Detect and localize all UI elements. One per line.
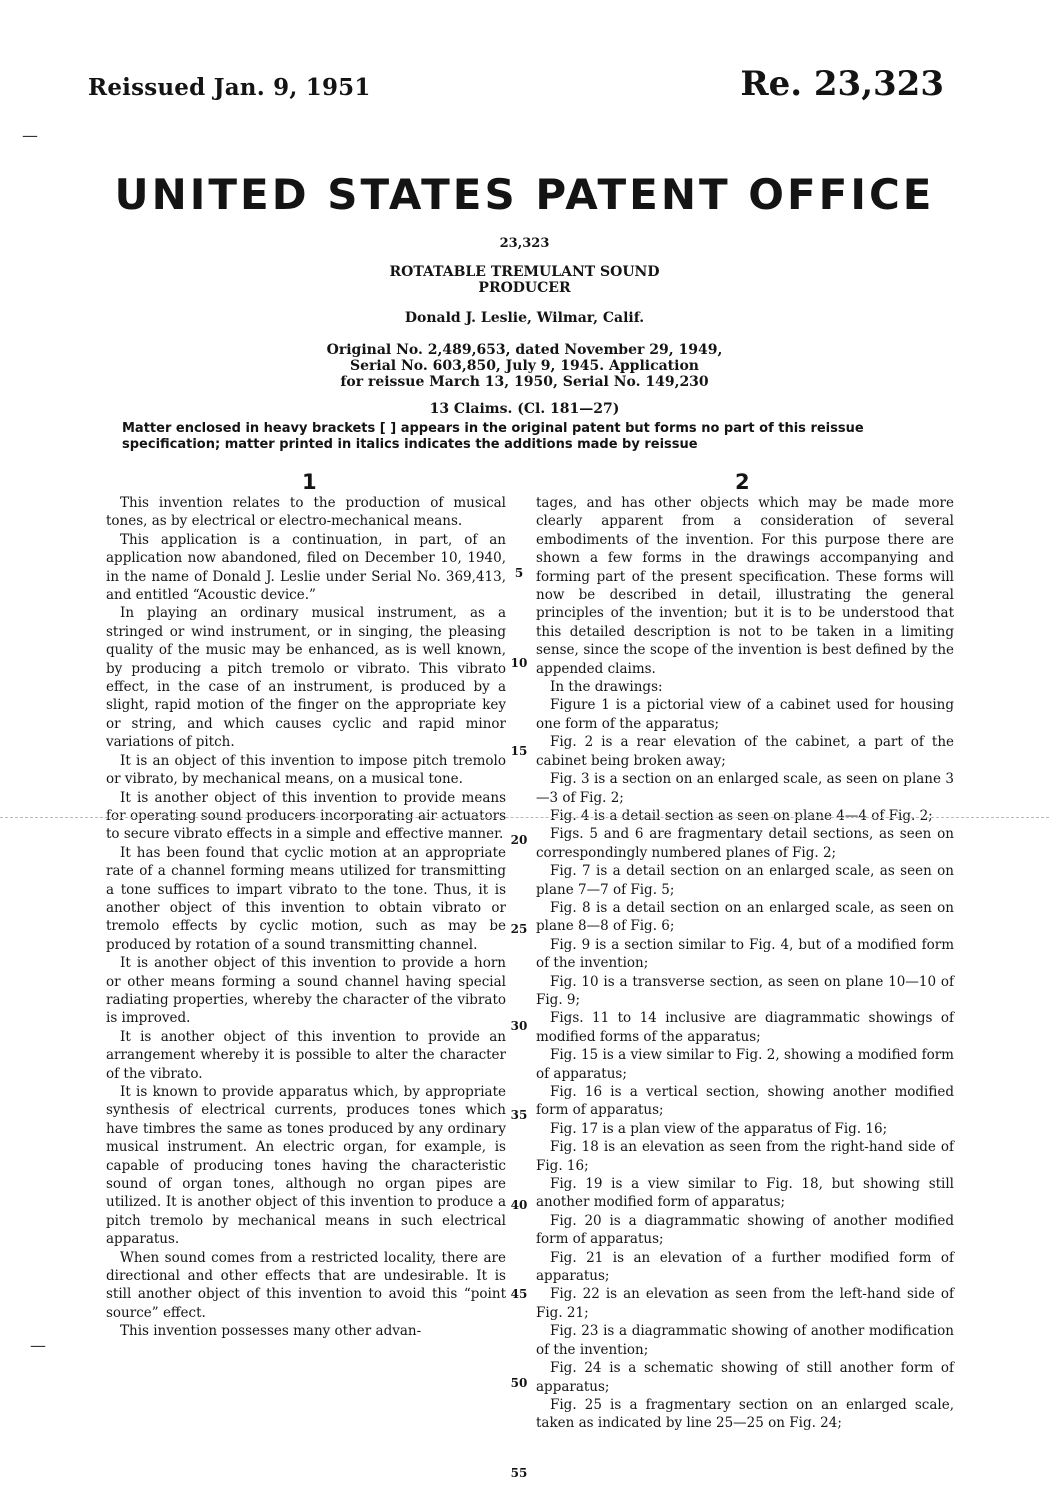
line-number: 45 <box>510 1287 528 1301</box>
figure-description: Fig. 7 is a detail section on an enlarged scale, as seen on plane 7—7 of Fig. 5; <box>536 863 954 898</box>
line-number: 40 <box>510 1198 528 1212</box>
patent-title <box>0 264 1049 296</box>
line-number: 35 <box>510 1108 528 1122</box>
left-column <box>106 494 506 1341</box>
paragraph: It is another object of this invention to provide means for operating sound producers incorporating air actuators to secure vibrato effects in a simple and effective manner. <box>106 789 506 843</box>
figure-description: Figs. 11 to 14 inclusive are diagrammatic showings of modified forms of the apparatus; <box>536 1010 954 1045</box>
column-number-1: 1 <box>302 470 317 494</box>
figure-description: Fig. 19 is a view similar to Fig. 18, but showing still another modified form of apparatus; <box>536 1176 954 1211</box>
right-column <box>536 494 954 1433</box>
figure-description: Fig. 9 is a section similar to Fig. 4, but of a modified form of the invention; <box>536 936 954 972</box>
paragraph: It is another object of this invention to provide a horn or other means forming a sound channel having special radiating properties, whereby the character of the vibrato is improved. <box>106 955 506 1027</box>
paragraph: tages, and has other objects which may be made more clearly apparent from a consideration of several embodiments of the invention. For this purpose there are shown a few forms in the drawings accompanying and forming part of the present specification. These forms will now be described in detail, illustrating the general principles of the invention; but it is to be understood that this detailed description is not to be taken in a limiting sense, since the scope of the invention is best defined by the appended claims. <box>536 495 954 677</box>
figure-description: Fig. 10 is a transverse section, as seen on plane 10—10 of Fig. 9; <box>536 973 954 1008</box>
paragraph: It is known to provide apparatus which, by appropriate synthesis of electrical currents, produces tones which have timbres the same as tones produced by any ordinary musical instrument. An electric organ, for example, is capable of producing tones having the characteristic sound of organ tones, although no organ pipes are utilized. It is another object of this invention to produce a pitch tremolo by mechanical means in such electrical apparatus. <box>106 1084 506 1248</box>
line-number: 30 <box>510 1019 528 1033</box>
patent-title-text: ROTATABLE TREMULANT SOUND PRODUCER <box>389 264 660 296</box>
figure-description: Fig. 20 is a diagrammatic showing of another modified form of apparatus; <box>536 1212 954 1248</box>
line-number: 50 <box>510 1376 528 1390</box>
line-number: 55 <box>510 1466 528 1480</box>
reissue-note: Matter enclosed in heavy brackets [ ] appears in the original patent but forms no part of this reissue specification; matter printed in italics indicates the additions made by reissue <box>122 421 864 452</box>
original-info-line-2: Serial No. 603,850, July 9, 1945. Application <box>350 358 699 374</box>
paragraph: This invention relates to the production of musical tones, as by electrical or electro-mechanical means. <box>106 495 506 530</box>
figure-description: Fig. 17 is a plan view of the apparatus of Fig. 16; <box>550 1120 888 1137</box>
office-heading: UNITED STATES PATENT OFFICE <box>114 170 935 219</box>
paragraph: In playing an ordinary musical instrument, as a stringed or wind instrument, or in singing, the pleasing quality of the music may be enhanced, as is well known, by producing a pitch tremolo or vibrato. This vibrato effect, in the case of an instrument, is produced by a slight, rapid motion of the finger on the appropriate key or string, and which causes cyclic and rapid minor variations of pitch. <box>106 605 506 751</box>
figure-description: Fig. 16 is a vertical section, showing another modified form of apparatus; <box>536 1084 954 1119</box>
figure-description: Fig. 23 is a diagrammatic showing of another modification of the invention; <box>536 1323 954 1358</box>
paragraph: It has been found that cyclic motion at an appropriate rate of a channel forming means utilized for transmitting a tone suffices to impart vibrato to the tone. Thus, it is another object of this invention to obtain vibrato or tremolo effects by cyclic motion, such as may be produced by rotation of a sound transmitting channel. <box>106 844 506 953</box>
scan-mark: — <box>30 1336 46 1355</box>
paragraph: It is another object of this invention to provide an arrangement whereby it is possible to alter the character of the vibrato. <box>106 1028 506 1082</box>
figure-description: Fig. 18 is an elevation as seen from the right-hand side of Fig. 16; <box>536 1139 954 1174</box>
paragraph: This application is a continuation, in part, of an application now abandoned, filed on December 10, 1940, in the name of Donald J. Leslie under Serial No. 369,413, and entitled “Acoustic device.” <box>106 531 506 604</box>
paragraph: This invention possesses many other advan- <box>120 1323 422 1340</box>
original-info <box>0 342 1049 390</box>
figure-description: Fig. 21 is an elevation of a further modified form of apparatus; <box>536 1249 954 1285</box>
line-number: 25 <box>510 922 528 936</box>
paragraph: When sound comes from a restricted locality, there are directional and other effects that are undesirable. It is still another object of this invention to avoid this “point source” effect. <box>106 1249 506 1321</box>
figure-description: Fig. 8 is a detail section on an enlarged scale, as seen on plane 8—8 of Fig. 6; <box>536 899 954 935</box>
line-number: 15 <box>510 744 528 758</box>
figure-description: Fig. 22 is an elevation as seen from the left-hand side of Fig. 21; <box>536 1286 954 1321</box>
scan-mark: — <box>22 126 38 145</box>
paragraph: In the drawings: <box>550 679 663 696</box>
reissue-number: Re. 23,323 <box>740 64 944 104</box>
original-info-line-3: for reissue March 13, 1950, Serial No. 149,230 <box>340 374 709 390</box>
patent-number: 23,323 <box>499 236 550 251</box>
figure-description: Fig. 24 is a schematic showing of still another form of apparatus; <box>536 1360 954 1395</box>
figure-description: Fig. 4 is a detail section as seen on plane 4—4 of Fig. 2; <box>550 807 933 824</box>
figure-description: Fig. 2 is a rear elevation of the cabinet, a part of the cabinet being broken away; <box>536 734 954 769</box>
claims-classification: 13 Claims. (Cl. 181—27) <box>429 401 620 417</box>
column-number-2: 2 <box>735 470 750 494</box>
line-number: 10 <box>510 656 528 670</box>
reissue-date: Reissued Jan. 9, 1951 <box>88 74 371 101</box>
original-info-line-1: Original No. 2,489,653, dated November 29, 1949, <box>326 342 723 358</box>
inventor: Donald J. Leslie, Wilmar, Calif. <box>404 310 645 326</box>
figure-description: Figure 1 is a pictorial view of a cabinet used for housing one form of the apparatus; <box>536 697 954 732</box>
line-number: 5 <box>514 566 524 580</box>
figure-description: Fig. 25 is a fragmentary section on an enlarged scale, taken as indicated by line 25—25 on Fig. 24; <box>536 1396 954 1432</box>
figure-description: Fig. 15 is a view similar to Fig. 2, showing a modified form of apparatus; <box>536 1047 954 1082</box>
figure-description: Fig. 3 is a section on an enlarged scale, as seen on plane 3—3 of Fig. 2; <box>536 771 954 806</box>
figure-description: Figs. 5 and 6 are fragmentary detail sections, as seen on correspondingly numbered planes of Fig. 2; <box>536 826 954 861</box>
paragraph: It is an object of this invention to impose pitch tremolo or vibrato, by mechanical means, on a musical tone. <box>106 752 506 788</box>
scan-artifact-line <box>0 817 1049 818</box>
line-number: 20 <box>510 833 528 847</box>
